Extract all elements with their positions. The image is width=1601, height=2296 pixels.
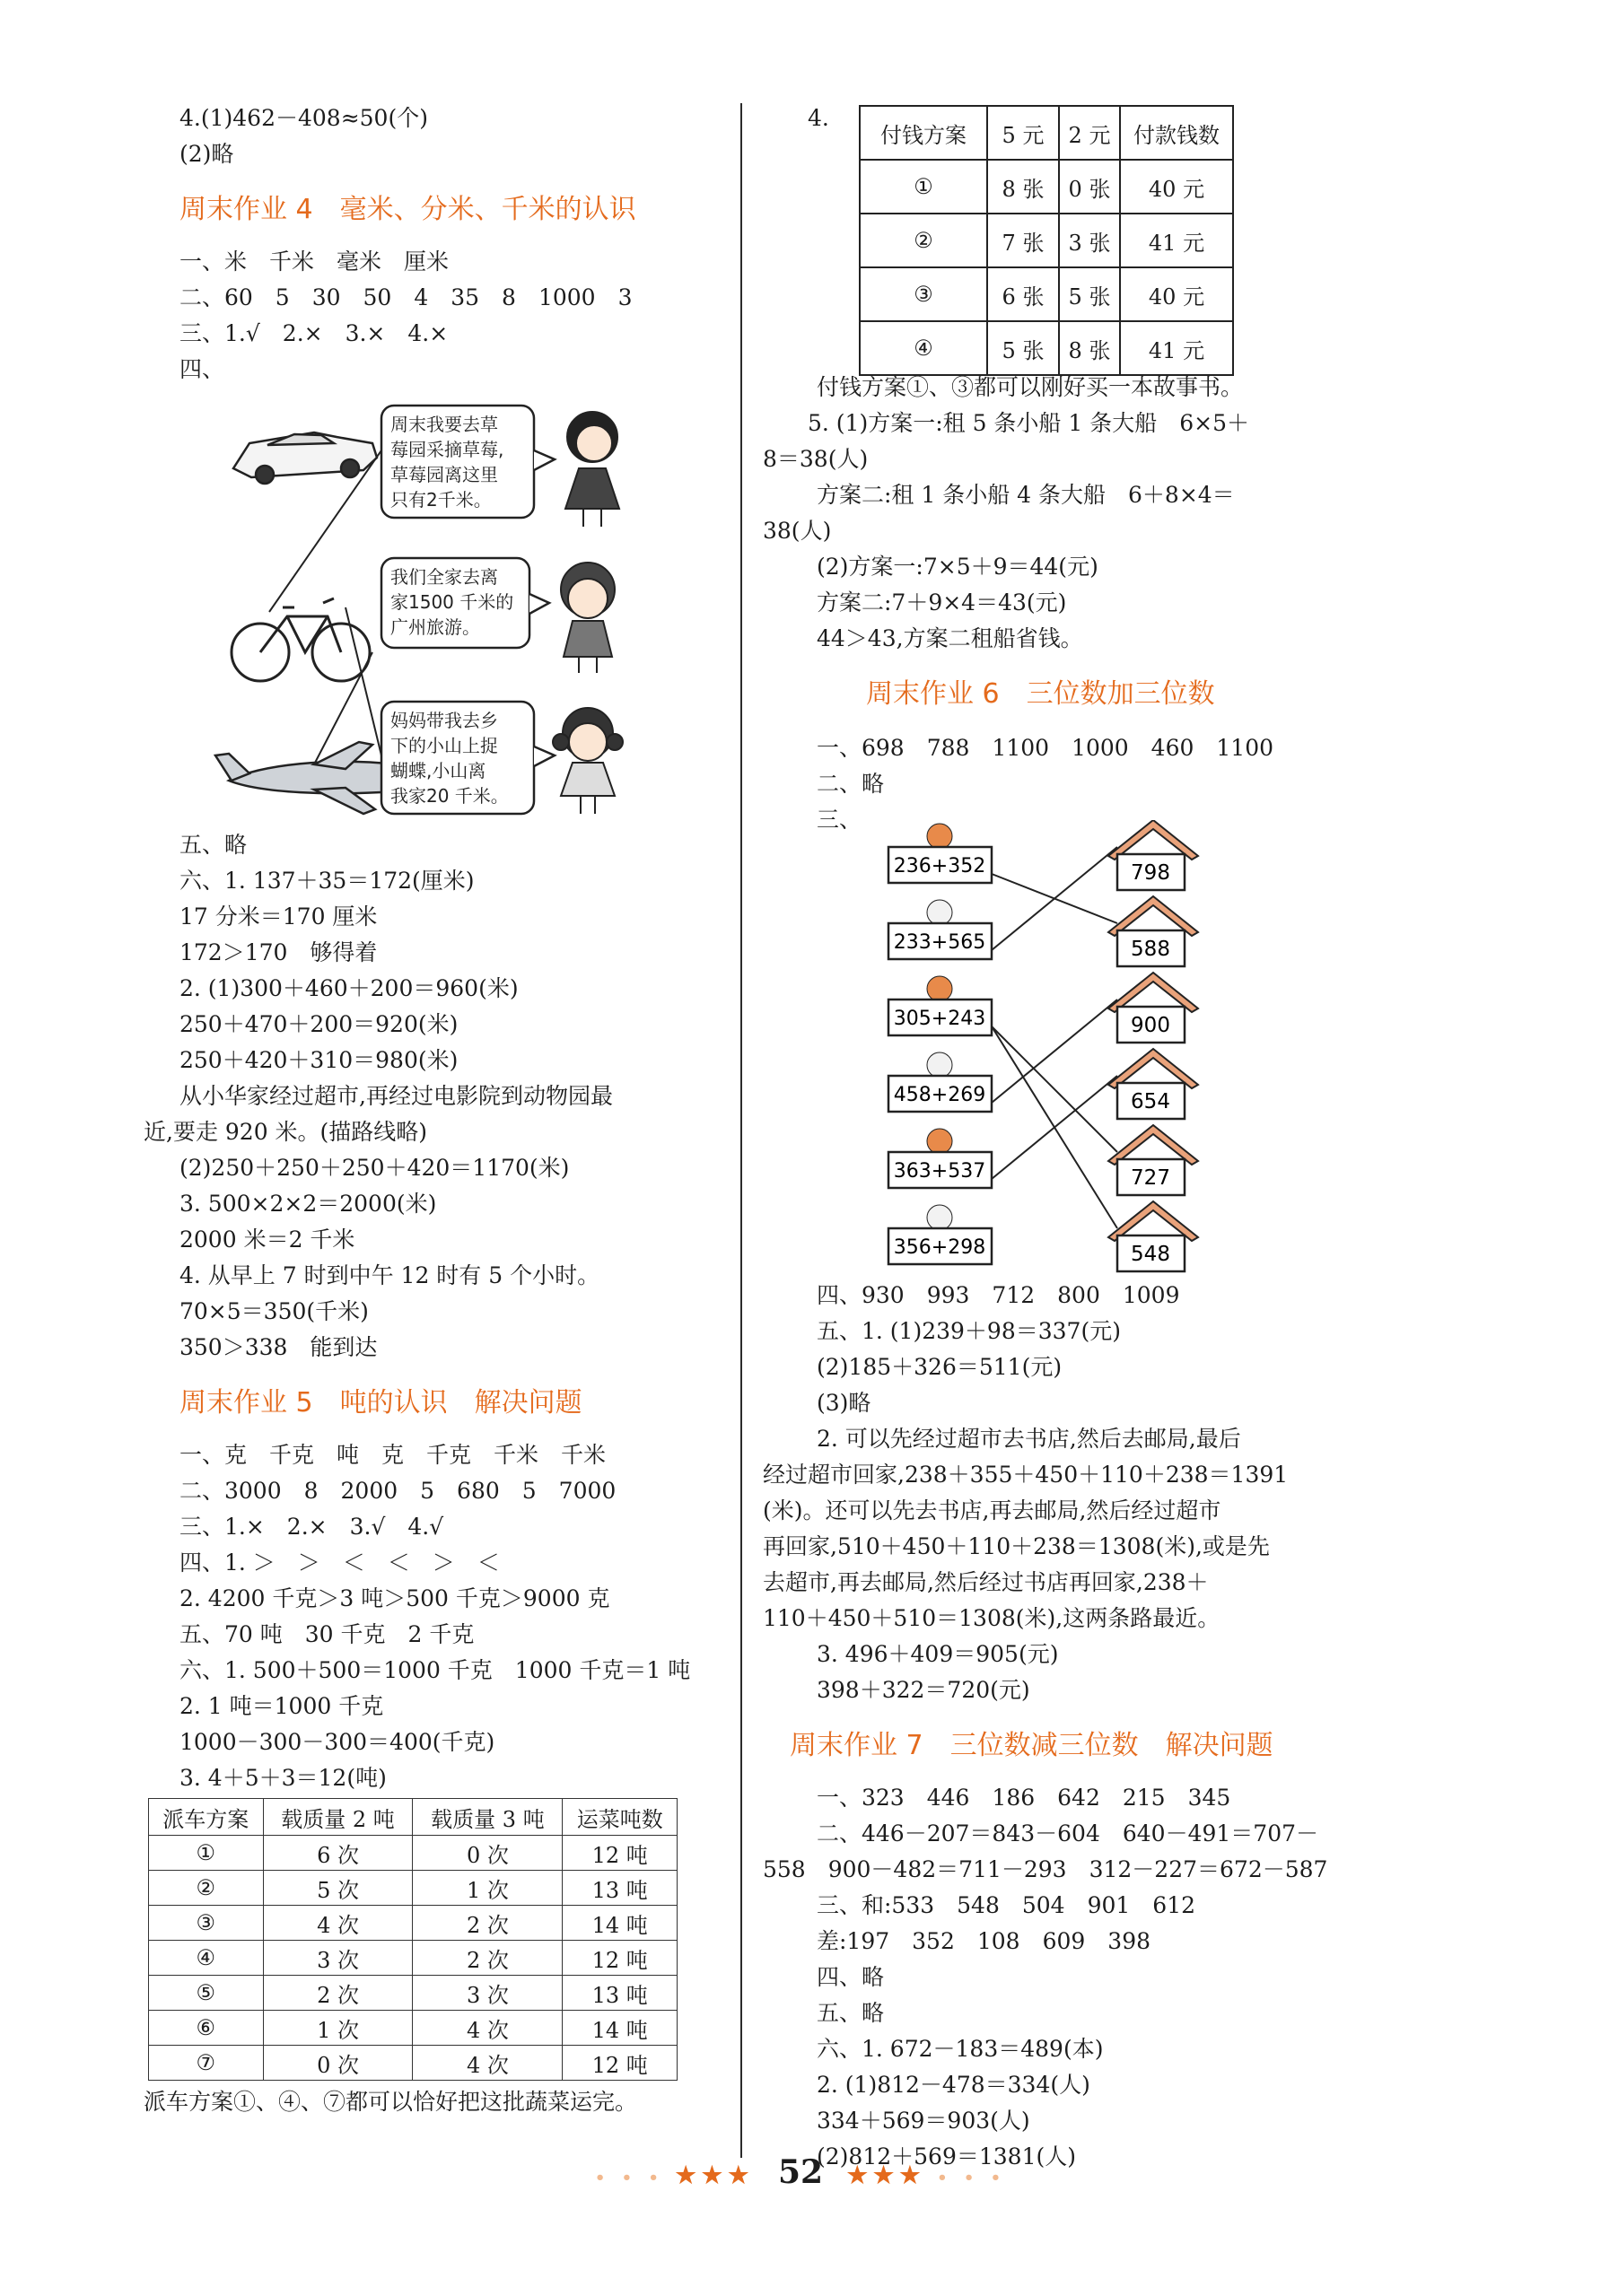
table-header-cell: 2 元 — [1059, 106, 1120, 160]
answer-line: (2)812＋569＝1381(人) — [817, 2143, 1076, 2169]
bubble-text: 下的小山上捉 — [390, 735, 498, 756]
answer-line: (米)。还可以先去书店,再去邮局,然后经过超市 — [763, 1497, 1221, 1523]
house-icon — [1108, 973, 1198, 1043]
page-footer — [0, 2153, 1601, 2191]
table-header-row — [860, 106, 1233, 160]
expression-text: 363+537 — [893, 1160, 986, 1183]
answer-line: 差:197 352 108 609 398 — [817, 1928, 1151, 1954]
table-cell: ④ — [149, 1941, 264, 1976]
answer-line: 70×5＝350(千米) — [179, 1298, 369, 1324]
answer-line: 2. (1)812－478＝334(人) — [817, 2072, 1090, 2098]
payment-plan-table — [859, 105, 1234, 376]
table-cell: 14 吨 — [563, 1906, 678, 1941]
answer-line: 110＋450＋510＝1308(米),这两条路最近。 — [763, 1605, 1220, 1631]
question-label: 4. — [808, 105, 829, 131]
answer-line: 350＞338 能到达 — [179, 1334, 378, 1360]
answer-line: 250＋420＋310＝980(米) — [179, 1047, 459, 1073]
table-cell: 13 吨 — [563, 1976, 678, 2011]
house-icon — [1108, 1201, 1198, 1271]
answer-line: (2)250＋250＋250＋420＝1170(米) — [179, 1155, 570, 1181]
expression-text: 458+269 — [893, 1084, 986, 1106]
answer-line: 四、 — [179, 356, 225, 382]
answer-line: 派车方案①、④、⑦都可以恰好把这批蔬菜运完。 — [144, 2089, 638, 2115]
answer-line: 六、1. 672－183＝489(本) — [817, 2036, 1104, 2062]
answer-line: 17 分米＝170 厘米 — [179, 904, 378, 930]
answer-line: 五、略 — [179, 832, 248, 858]
answer-line: 2. 1 吨＝1000 千克 — [179, 1693, 384, 1719]
table-cell: 13 吨 — [563, 1871, 678, 1906]
answer-line: 六、1. 137＋35＝172(厘米) — [179, 868, 475, 894]
table-cell: ③ — [149, 1906, 264, 1941]
answer-line: 四、略 — [817, 1964, 885, 1990]
answer-line: 5. (1)方案一:租 5 条小船 1 条大船 6×5＋ — [808, 410, 1249, 436]
table-cell: 7 张 — [987, 214, 1059, 267]
answer-line: 三、 — [817, 807, 862, 833]
bubble-text: 广州旅游。 — [390, 616, 480, 638]
section-heading-4: 周末作业 4 毫米、分米、千米的认识 — [179, 194, 636, 225]
bubble-text: 周末我要去草 — [390, 414, 498, 435]
answer-line: 二、3000 8 2000 5 680 5 7000 — [179, 1478, 617, 1504]
section-heading-7: 周末作业 7 三位数减三位数 解决问题 — [790, 1730, 1273, 1761]
answer-line: 方案二:7＋9×4＝43(元) — [817, 589, 1067, 615]
speech-bubble-1 — [381, 406, 555, 518]
house-number: 727 — [1131, 1166, 1170, 1190]
answer-line: (2)方案一:7×5＋9＝44(元) — [817, 554, 1098, 580]
answer-line: 334＋569＝903(人) — [817, 2108, 1030, 2134]
decorative-dots: • • • — [594, 2169, 664, 2187]
table-row — [860, 267, 1233, 321]
table-cell: 6 次 — [263, 1836, 413, 1871]
table-cell: 5 次 — [263, 1871, 413, 1906]
answer-line: (3)略 — [817, 1390, 871, 1416]
truck-plan-table — [148, 1798, 678, 2081]
expression-chip — [888, 1052, 992, 1112]
table-cell: ⑥ — [149, 2011, 264, 2046]
bubble-text: 蝴蝶,小山离 — [390, 760, 486, 781]
answer-line: 172＞170 够得着 — [179, 939, 378, 965]
answer-line: 2. 可以先经过超市去书店,然后去邮局,最后 — [817, 1426, 1241, 1452]
answer-line: 四、1. ＞ ＞ ＜ ＜ ＞ ＜ — [179, 1550, 500, 1576]
table-row — [149, 1906, 678, 1941]
house-number: 798 — [1131, 861, 1170, 885]
answer-line: 四、930 993 712 800 1009 — [817, 1282, 1180, 1308]
girl-3-icon — [553, 708, 623, 814]
table-cell: 8 张 — [1059, 321, 1120, 375]
answer-line: 44＞43,方案二租船省钱。 — [817, 625, 1083, 651]
answer-line: (2)185＋326＝511(元) — [817, 1354, 1063, 1380]
table-header-cell: 付钱方案 — [860, 106, 987, 160]
table-header-cell: 载质量 2 吨 — [263, 1799, 413, 1836]
animal-icon — [927, 1052, 952, 1078]
table-cell: ⑦ — [149, 2046, 264, 2081]
table-row — [860, 321, 1233, 375]
answer-line: 一、698 788 1100 1000 460 1100 — [817, 735, 1274, 761]
table-cell: 41 元 — [1120, 321, 1233, 375]
animal-icon — [927, 976, 952, 1001]
page-number: 52 — [777, 2153, 824, 2191]
bubble-text: 莓园采摘草莓, — [390, 439, 504, 460]
table-row — [149, 1871, 678, 1906]
table-row — [149, 1836, 678, 1871]
table-row — [149, 1941, 678, 1976]
table-row — [149, 2011, 678, 2046]
answer-line: 再回家,510＋450＋110＋238＝1308(米),或是先 — [763, 1533, 1270, 1559]
answer-line: 2. 4200 千克＞3 吨＞500 千克＞9000 克 — [179, 1585, 610, 1611]
table-cell: 1 次 — [263, 2011, 413, 2046]
addition-matching-figure — [763, 820, 1355, 1278]
answer-line: 一、323 446 186 642 215 345 — [817, 1785, 1231, 1811]
table-cell: 12 吨 — [563, 1941, 678, 1976]
table-cell: 0 次 — [413, 1836, 563, 1871]
answer-line: 1000－300－300＝400(千克) — [179, 1729, 495, 1755]
animal-icon — [927, 1129, 952, 1154]
answer-line: 二、446－207＝843－604 640－491＝707－ — [817, 1820, 1319, 1846]
answer-line: (2)略 — [179, 141, 234, 167]
answer-line: 2. (1)300＋460＋200＝960(米) — [179, 975, 519, 1001]
table-row — [149, 1976, 678, 2011]
table-cell: 12 吨 — [563, 2046, 678, 2081]
bubble-text: 只有2千米。 — [390, 489, 492, 511]
answer-line: 三、1.× 2.× 3.√ 4.√ — [179, 1514, 444, 1540]
table-cell: 5 张 — [1059, 267, 1120, 321]
table-header-cell: 付款钱数 — [1120, 106, 1233, 160]
expression-chip — [888, 900, 992, 959]
answer-line: 4.(1)462－408≈50(个) — [179, 105, 428, 131]
match-lines — [992, 847, 1117, 1228]
table-cell: 2 次 — [413, 1941, 563, 1976]
table-header-cell: 5 元 — [987, 106, 1059, 160]
table-cell: 40 元 — [1120, 160, 1233, 214]
house-number: 654 — [1131, 1090, 1170, 1113]
section-heading-5: 周末作业 5 吨的认识 解决问题 — [179, 1387, 582, 1419]
answer-line: 方案二:租 1 条小船 4 条大船 6＋8×4＝ — [817, 482, 1235, 508]
answer-line: 398＋322＝720(元) — [817, 1677, 1030, 1703]
bubble-text: 妈妈带我去乡 — [390, 710, 498, 731]
table-header-cell: 运菜吨数 — [563, 1799, 678, 1836]
bicycle-icon — [232, 598, 370, 681]
table-cell: ② — [860, 214, 987, 267]
house-number: 588 — [1131, 938, 1170, 961]
answer-line: 近,要走 920 米。(描路线略) — [144, 1119, 428, 1145]
table-cell: 3 次 — [263, 1941, 413, 1976]
table-cell: 3 张 — [1059, 214, 1120, 267]
left-column — [144, 100, 718, 2120]
answer-line: 付钱方案①、③都可以刚好买一本故事书。 — [817, 374, 1244, 400]
table-cell: ④ — [860, 321, 987, 375]
car-icon — [233, 432, 377, 484]
expression-text: 305+243 — [893, 1008, 986, 1030]
decorative-dots: • • • — [937, 2169, 1007, 2187]
answer-line: 三、和:533 548 504 901 612 — [817, 1892, 1196, 1918]
answer-line: 五、70 吨 30 千克 2 千克 — [179, 1621, 475, 1647]
table-header-cell: 载质量 3 吨 — [413, 1799, 563, 1836]
bubble-text: 我们全家去离 — [390, 566, 498, 588]
table-cell: 40 元 — [1120, 267, 1233, 321]
bubble-text: 我家20 千米。 — [390, 785, 509, 807]
answer-line: 二、略 — [817, 771, 885, 797]
distance-matching-figure — [179, 388, 718, 827]
star-icon-left: ★★★ — [675, 2162, 755, 2189]
table-row — [860, 214, 1233, 267]
table-cell: ① — [149, 1836, 264, 1871]
house-number: 900 — [1131, 1014, 1170, 1037]
table-header-row — [149, 1799, 678, 1836]
answer-line: 经过超市回家,238＋355＋450＋110＋238＝1391 — [763, 1462, 1289, 1488]
answer-line: 2000 米＝2 千米 — [179, 1227, 355, 1253]
table-row — [860, 160, 1233, 214]
answer-line: 3. 500×2×2＝2000(米) — [179, 1191, 437, 1217]
table-row — [149, 2046, 678, 2081]
expression-text: 236+352 — [893, 855, 986, 877]
expression-chip — [888, 1129, 992, 1188]
answer-line: 一、米 千米 毫米 厘米 — [179, 249, 450, 275]
table-cell: 12 吨 — [563, 1836, 678, 1871]
answer-line: 8＝38(人) — [763, 446, 869, 472]
table-cell: 4 次 — [413, 2046, 563, 2081]
speech-bubble-3 — [381, 702, 555, 814]
table-cell: 1 次 — [413, 1871, 563, 1906]
table-cell: 5 张 — [987, 321, 1059, 375]
house-icon — [1108, 1049, 1198, 1119]
table-cell: 2 次 — [413, 1906, 563, 1941]
table-cell: 6 张 — [987, 267, 1059, 321]
answer-line: 二、60 5 30 50 4 35 8 1000 3 — [179, 284, 633, 310]
table-cell: 0 张 — [1059, 160, 1120, 214]
house-icon — [1108, 820, 1198, 890]
answer-line: 去超市,再去邮局,然后经过书店再回家,238＋ — [763, 1569, 1209, 1595]
expression-chip — [888, 976, 992, 1035]
answer-line: 六、1. 500＋500＝1000 千克 1000 千克＝1 吨 — [179, 1657, 691, 1683]
bubble-text: 草莓园离这里 — [390, 464, 498, 485]
animal-icon — [927, 824, 952, 849]
house-icon — [1108, 1125, 1198, 1195]
girl-1-icon — [565, 412, 619, 527]
table-cell: 2 次 — [263, 1976, 413, 2011]
bubble-text: 家1500 千米的 — [390, 591, 514, 613]
house-icon — [1108, 896, 1198, 966]
answer-line: 三、1.√ 2.× 3.× 4.× — [179, 320, 449, 346]
answer-line: 4. 从早上 7 时到中午 12 时有 5 个小时。 — [179, 1262, 600, 1288]
speech-bubble-2 — [381, 558, 549, 648]
answer-line: 一、克 千克 吨 克 千克 千米 千米 — [179, 1442, 607, 1468]
answer-line: 558 900－482＝711－293 312－227＝672－587 — [763, 1856, 1328, 1882]
answer-line: 3. 496＋409＝905(元) — [817, 1641, 1059, 1667]
table-cell: ① — [860, 160, 987, 214]
answer-line: 250＋470＋200＝920(米) — [179, 1011, 459, 1037]
answer-line: 五、1. (1)239＋98＝337(元) — [817, 1318, 1121, 1344]
table-cell: 8 张 — [987, 160, 1059, 214]
animal-icon — [927, 1205, 952, 1230]
expression-text: 233+565 — [893, 931, 986, 954]
star-icon-right: ★★★ — [846, 2162, 926, 2189]
table-cell: ② — [149, 1871, 264, 1906]
section-heading-6: 周末作业 6 三位数加三位数 — [866, 678, 1215, 710]
expression-chip — [888, 824, 992, 883]
table-cell: 41 元 — [1120, 214, 1233, 267]
right-column — [763, 100, 1355, 2175]
table-cell: 3 次 — [413, 1976, 563, 2011]
answer-line: 38(人) — [763, 518, 832, 544]
table-cell: 4 次 — [413, 2011, 563, 2046]
answer-line: 3. 4＋5＋3＝12(吨) — [179, 1765, 387, 1791]
table-cell: ③ — [860, 267, 987, 321]
expression-chip — [888, 1205, 992, 1264]
answer-line: 从小华家经过超市,再经过电影院到动物园最 — [179, 1083, 613, 1109]
table-cell: 0 次 — [263, 2046, 413, 2081]
table-header-cell: 派车方案 — [149, 1799, 264, 1836]
expression-text: 356+298 — [893, 1236, 986, 1259]
animal-icon — [927, 900, 952, 925]
house-number: 548 — [1131, 1243, 1170, 1266]
table-cell: 14 吨 — [563, 2011, 678, 2046]
table-cell: ⑤ — [149, 1976, 264, 2011]
girl-2-icon — [561, 563, 615, 673]
answer-line: 五、略 — [817, 2000, 885, 2026]
table-cell: 4 次 — [263, 1906, 413, 1941]
column-divider — [740, 103, 742, 2158]
